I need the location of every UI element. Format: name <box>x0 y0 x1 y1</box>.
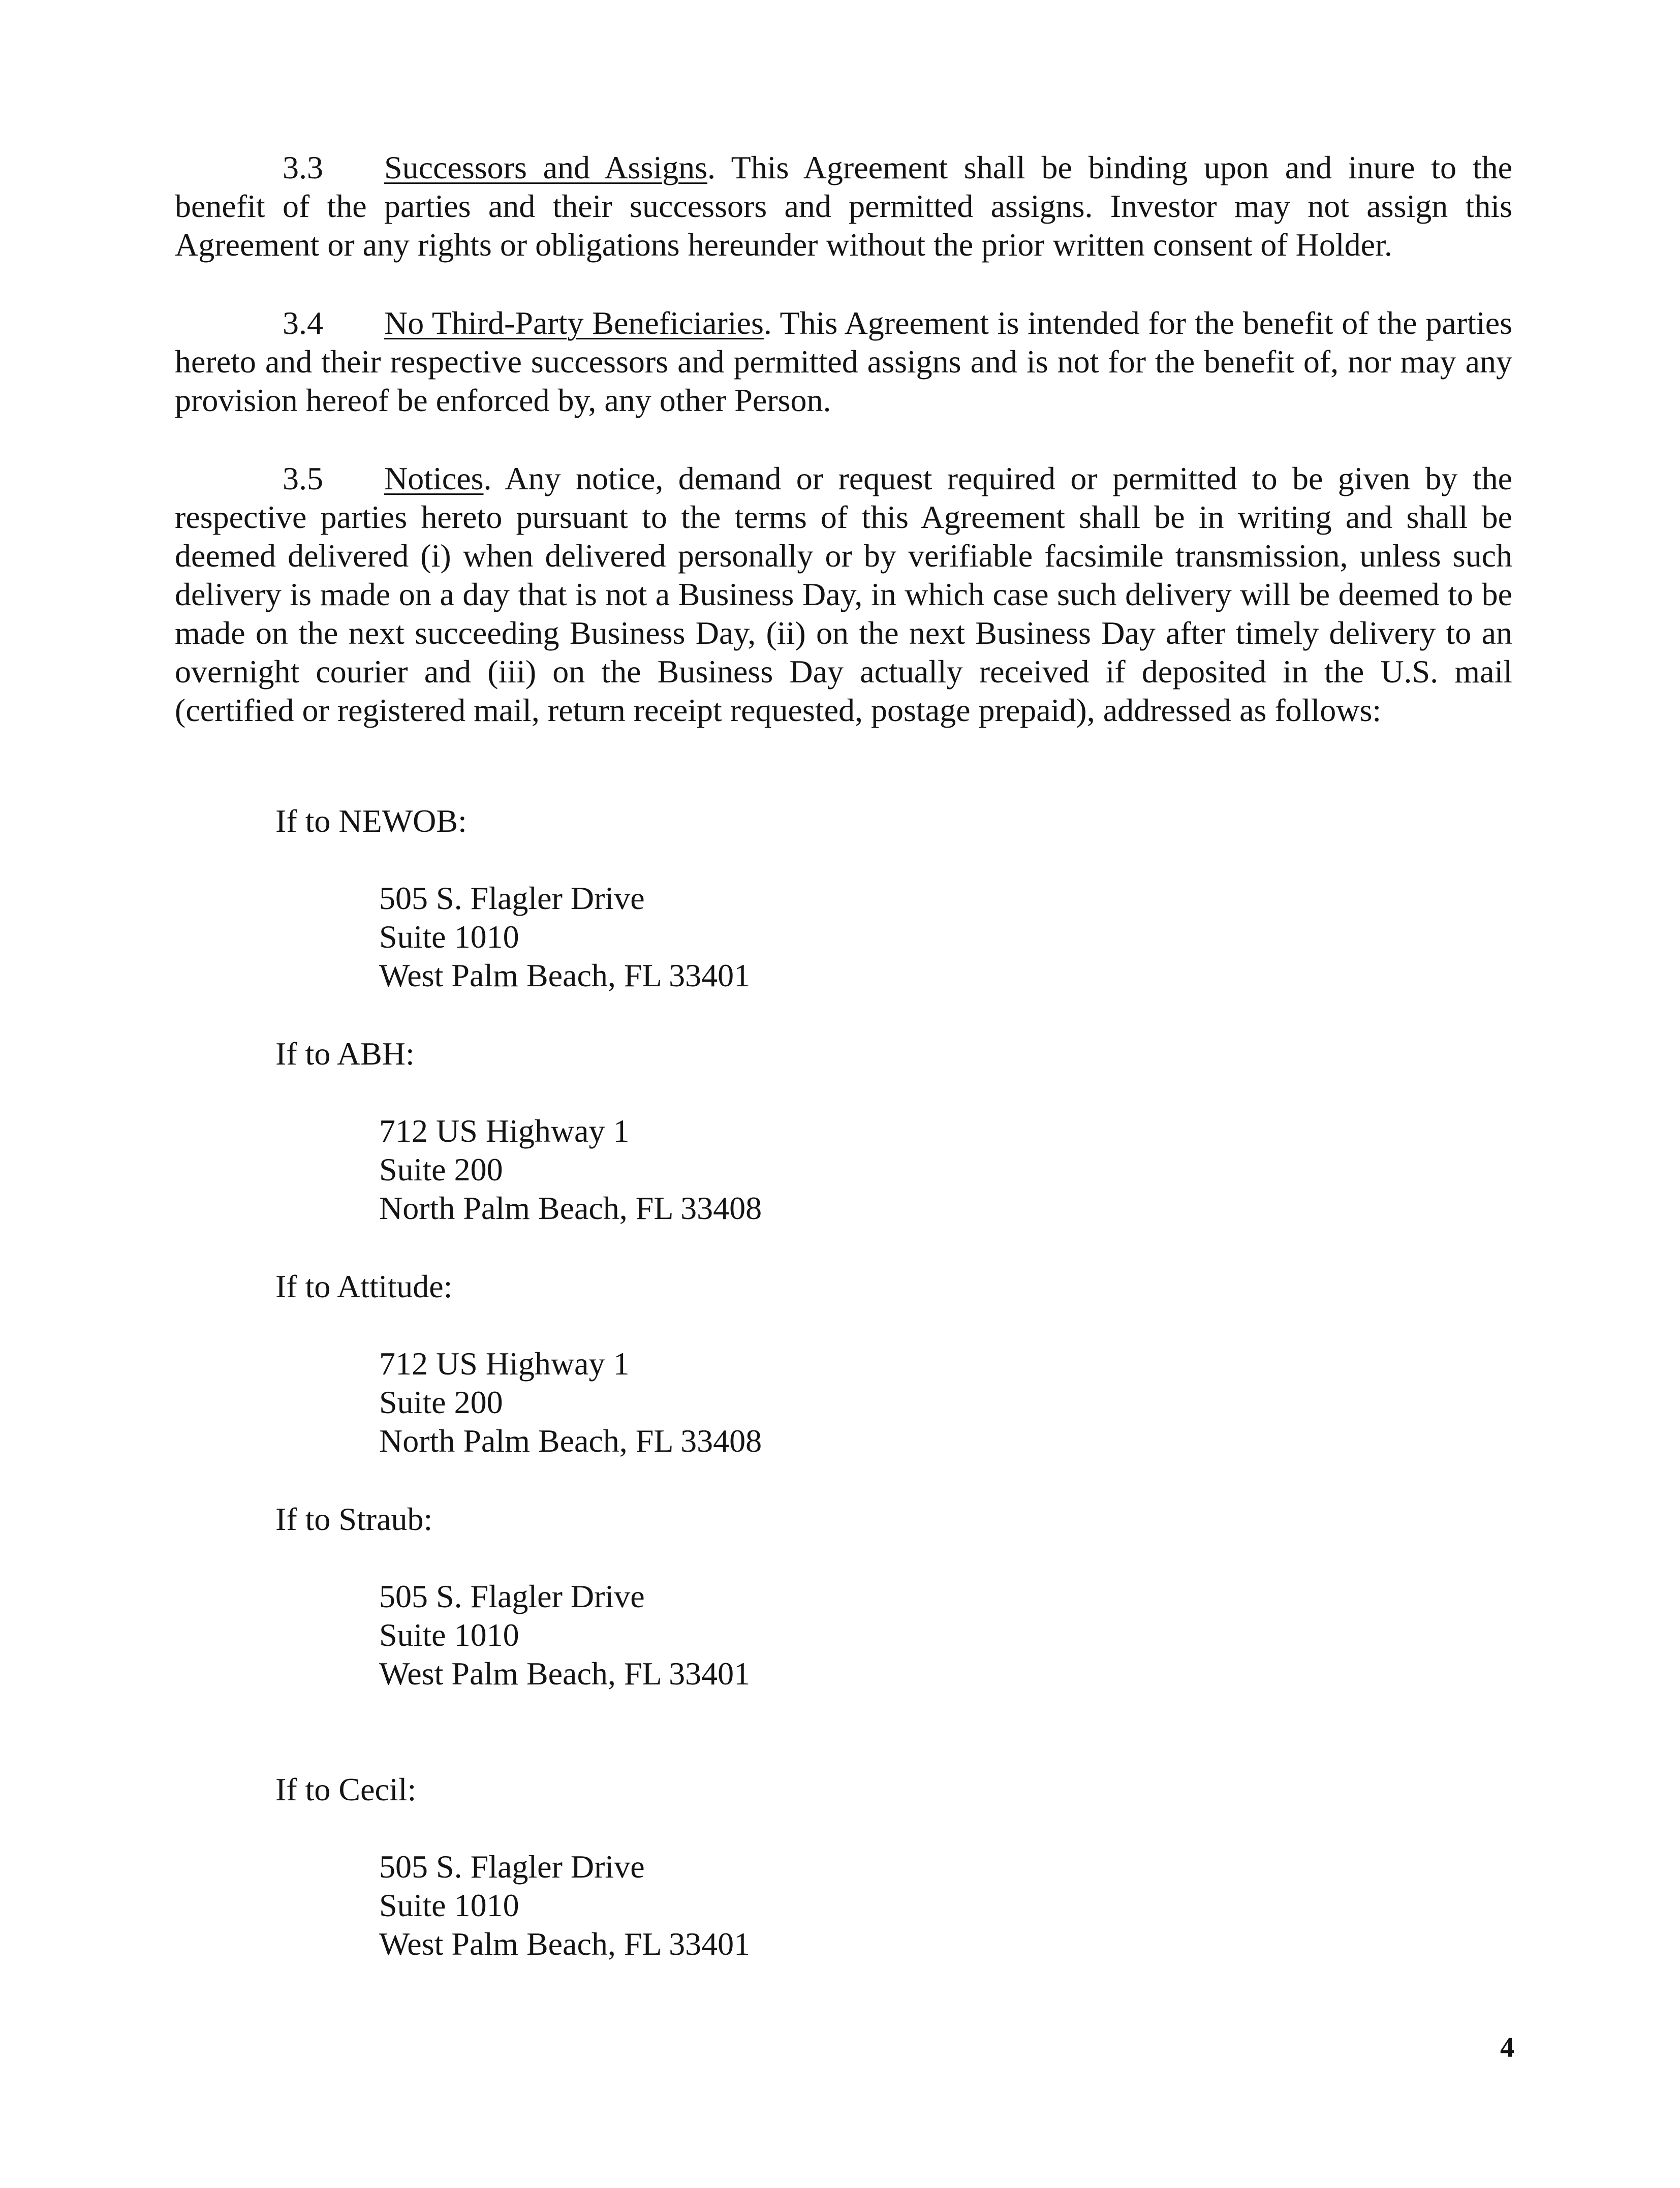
section-heading: No Third-Party Beneficiaries <box>384 305 764 341</box>
address-line: 712 US Highway 1 <box>379 1346 630 1382</box>
section-number: 3.4 <box>283 305 323 341</box>
section-number: 3.3 <box>283 149 323 185</box>
address-line: 505 S. Flagler Drive <box>379 880 645 916</box>
recipient-attitude <box>0 1267 1680 1521</box>
address-line: West Palm Beach, FL 33401 <box>379 1926 751 1962</box>
recipient-label: If to Straub: <box>275 1501 433 1537</box>
address-line: 712 US Highway 1 <box>379 1113 630 1149</box>
address-line: Suite 200 <box>379 1151 503 1187</box>
recipient-label: If to Attitude: <box>275 1268 453 1304</box>
page-number: 4 <box>1500 2032 1514 2064</box>
section-body: . Any notice, demand or request required or permitted to be given by the respective parties hereto pursuant to the terms of this Agreement shall be in writing and shall be deemed delivered (i) when delivered personally or by verifiable facsimile transmission, unless such delivery is made on a day that is not a Business Day, in which case such delivery will be deemed to be made on the next succeeding Business Day, (ii) on the next Business Day after timely delivery to an overnight courier and (iii) on the Business Day actually received if deposited in the U.S. mail (certified or registered mail, return receipt requested, postage prepaid), addressed as follows: <box>175 460 1512 728</box>
recipient-label: If to ABH: <box>275 1036 415 1072</box>
recipient-address <box>379 879 750 995</box>
section-body: . This Agreement shall be binding upon and inure to the benefit of the parties and their successors and permitted assigns. Investor may not assign this Agreement or any rights or obligations hereunder without the prior written consent of Holder. <box>175 149 1513 263</box>
address-line: North Palm Beach, FL 33408 <box>379 1423 762 1459</box>
recipient-address <box>379 1577 750 1693</box>
address-line: 505 S. Flagler Drive <box>379 1578 645 1614</box>
recipient-abh <box>0 1035 1680 1289</box>
recipient-address <box>379 1848 750 1963</box>
address-line: Suite 1010 <box>379 1617 519 1653</box>
address-line: West Palm Beach, FL 33401 <box>379 1655 751 1692</box>
section-3-5 <box>175 459 1512 730</box>
recipient-cecil <box>0 1770 1680 2024</box>
address-line: North Palm Beach, FL 33408 <box>379 1190 762 1226</box>
recipient-label: If to NEWOB: <box>275 803 467 839</box>
address-line: Suite 1010 <box>379 1887 519 1923</box>
recipient-address <box>379 1345 762 1460</box>
section-heading: Notices <box>384 460 484 496</box>
section-heading: Successors and Assigns <box>384 149 708 185</box>
section-3-4 <box>175 304 1512 420</box>
section-number: 3.5 <box>283 460 323 496</box>
address-line: Suite 200 <box>379 1384 503 1420</box>
recipient-newob <box>0 802 1680 1056</box>
address-line: West Palm Beach, FL 33401 <box>379 957 751 993</box>
recipient-address <box>379 1112 762 1228</box>
address-line: 505 S. Flagler Drive <box>379 1849 645 1885</box>
recipient-label: If to Cecil: <box>275 1771 417 1807</box>
address-line: Suite 1010 <box>379 919 519 955</box>
section-3-3 <box>175 148 1512 264</box>
recipient-straub <box>0 1500 1680 1754</box>
section-body: . This Agreement is intended for the benefit of the parties hereto and their respective successors and permitted assigns and is not for the benefit of, nor may any provision hereof be enforced by, any other Person. <box>175 305 1513 418</box>
